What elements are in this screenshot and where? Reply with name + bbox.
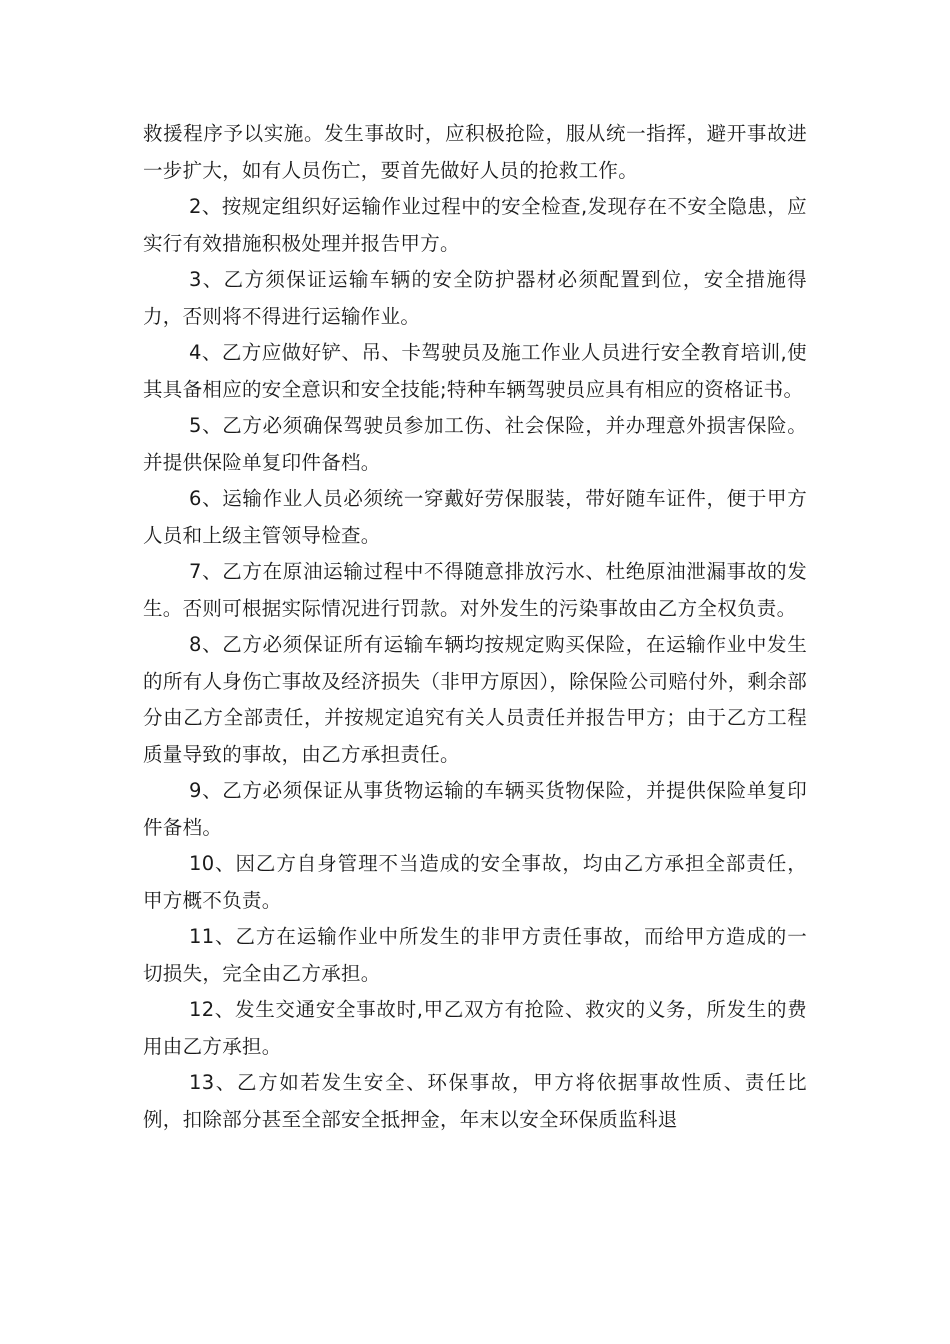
paragraph-continued: 救援程序予以实施。发生事故时，应积极抢险，服从统一指挥，避开事故进一步扩大，如有人员伤亡，要首先做好人员的抢救工作。	[143, 122, 807, 182]
paragraph-item-12: 12、发生交通安全事故时,甲乙双方有抢险、救灾的义务，所发生的费用由乙方承担。	[143, 998, 807, 1058]
paragraph-item-7: 7、乙方在原油运输过程中不得随意排放污水、杜绝原油泄漏事故的发生。否则可根据实际情况进行罚款。对外发生的污染事故由乙方全权负责。	[143, 560, 807, 620]
paragraph-item-5: 5、乙方必须确保驾驶员参加工伤、社会保险，并办理意外损害保险。并提供保险单复印件备档。	[143, 414, 807, 474]
document-body	[143, 116, 807, 1138]
paragraph-item-13: 13、乙方如若发生安全、环保事故，甲方将依据事故性质、责任比例，扣除部分甚至全部安全抵押金，年末以安全环保质监科退	[143, 1071, 807, 1131]
paragraph-item-6: 6、运输作业人员必须统一穿戴好劳保服装，带好随车证件，便于甲方人员和上级主管领导检查。	[143, 487, 807, 547]
paragraph-item-8: 8、乙方必须保证所有运输车辆均按规定购买保险，在运输作业中发生的所有人身伤亡事故及经济损失（非甲方原因），除保险公司赔付外，剩余部分由乙方全部责任，并按规定追究有关人员责任并报告甲方；由于乙方工程质量导致的事故，由乙方承担责任。	[143, 633, 807, 766]
paragraph-item-4: 4、乙方应做好铲、吊、卡驾驶员及施工作业人员进行安全教育培训,使其具备相应的安全意识和安全技能;特种车辆驾驶员应具有相应的资格证书。	[143, 341, 807, 401]
paragraph-item-9: 9、乙方必须保证从事货物运输的车辆买货物保险，并提供保险单复印件备档。	[143, 779, 807, 839]
paragraph-item-10: 10、因乙方自身管理不当造成的安全事故，均由乙方承担全部责任，甲方概不负责。	[143, 852, 807, 912]
paragraph-item-11: 11、乙方在运输作业中所发生的非甲方责任事故，而给甲方造成的一切损失，完全由乙方承担。	[143, 925, 807, 985]
paragraph-item-3: 3、乙方须保证运输车辆的安全防护器材必须配置到位，安全措施得力，否则将不得进行运输作业。	[143, 268, 807, 328]
paragraph-item-2: 2、按规定组织好运输作业过程中的安全检查,发现存在不安全隐患，应实行有效措施积极处理并报告甲方。	[143, 195, 807, 255]
